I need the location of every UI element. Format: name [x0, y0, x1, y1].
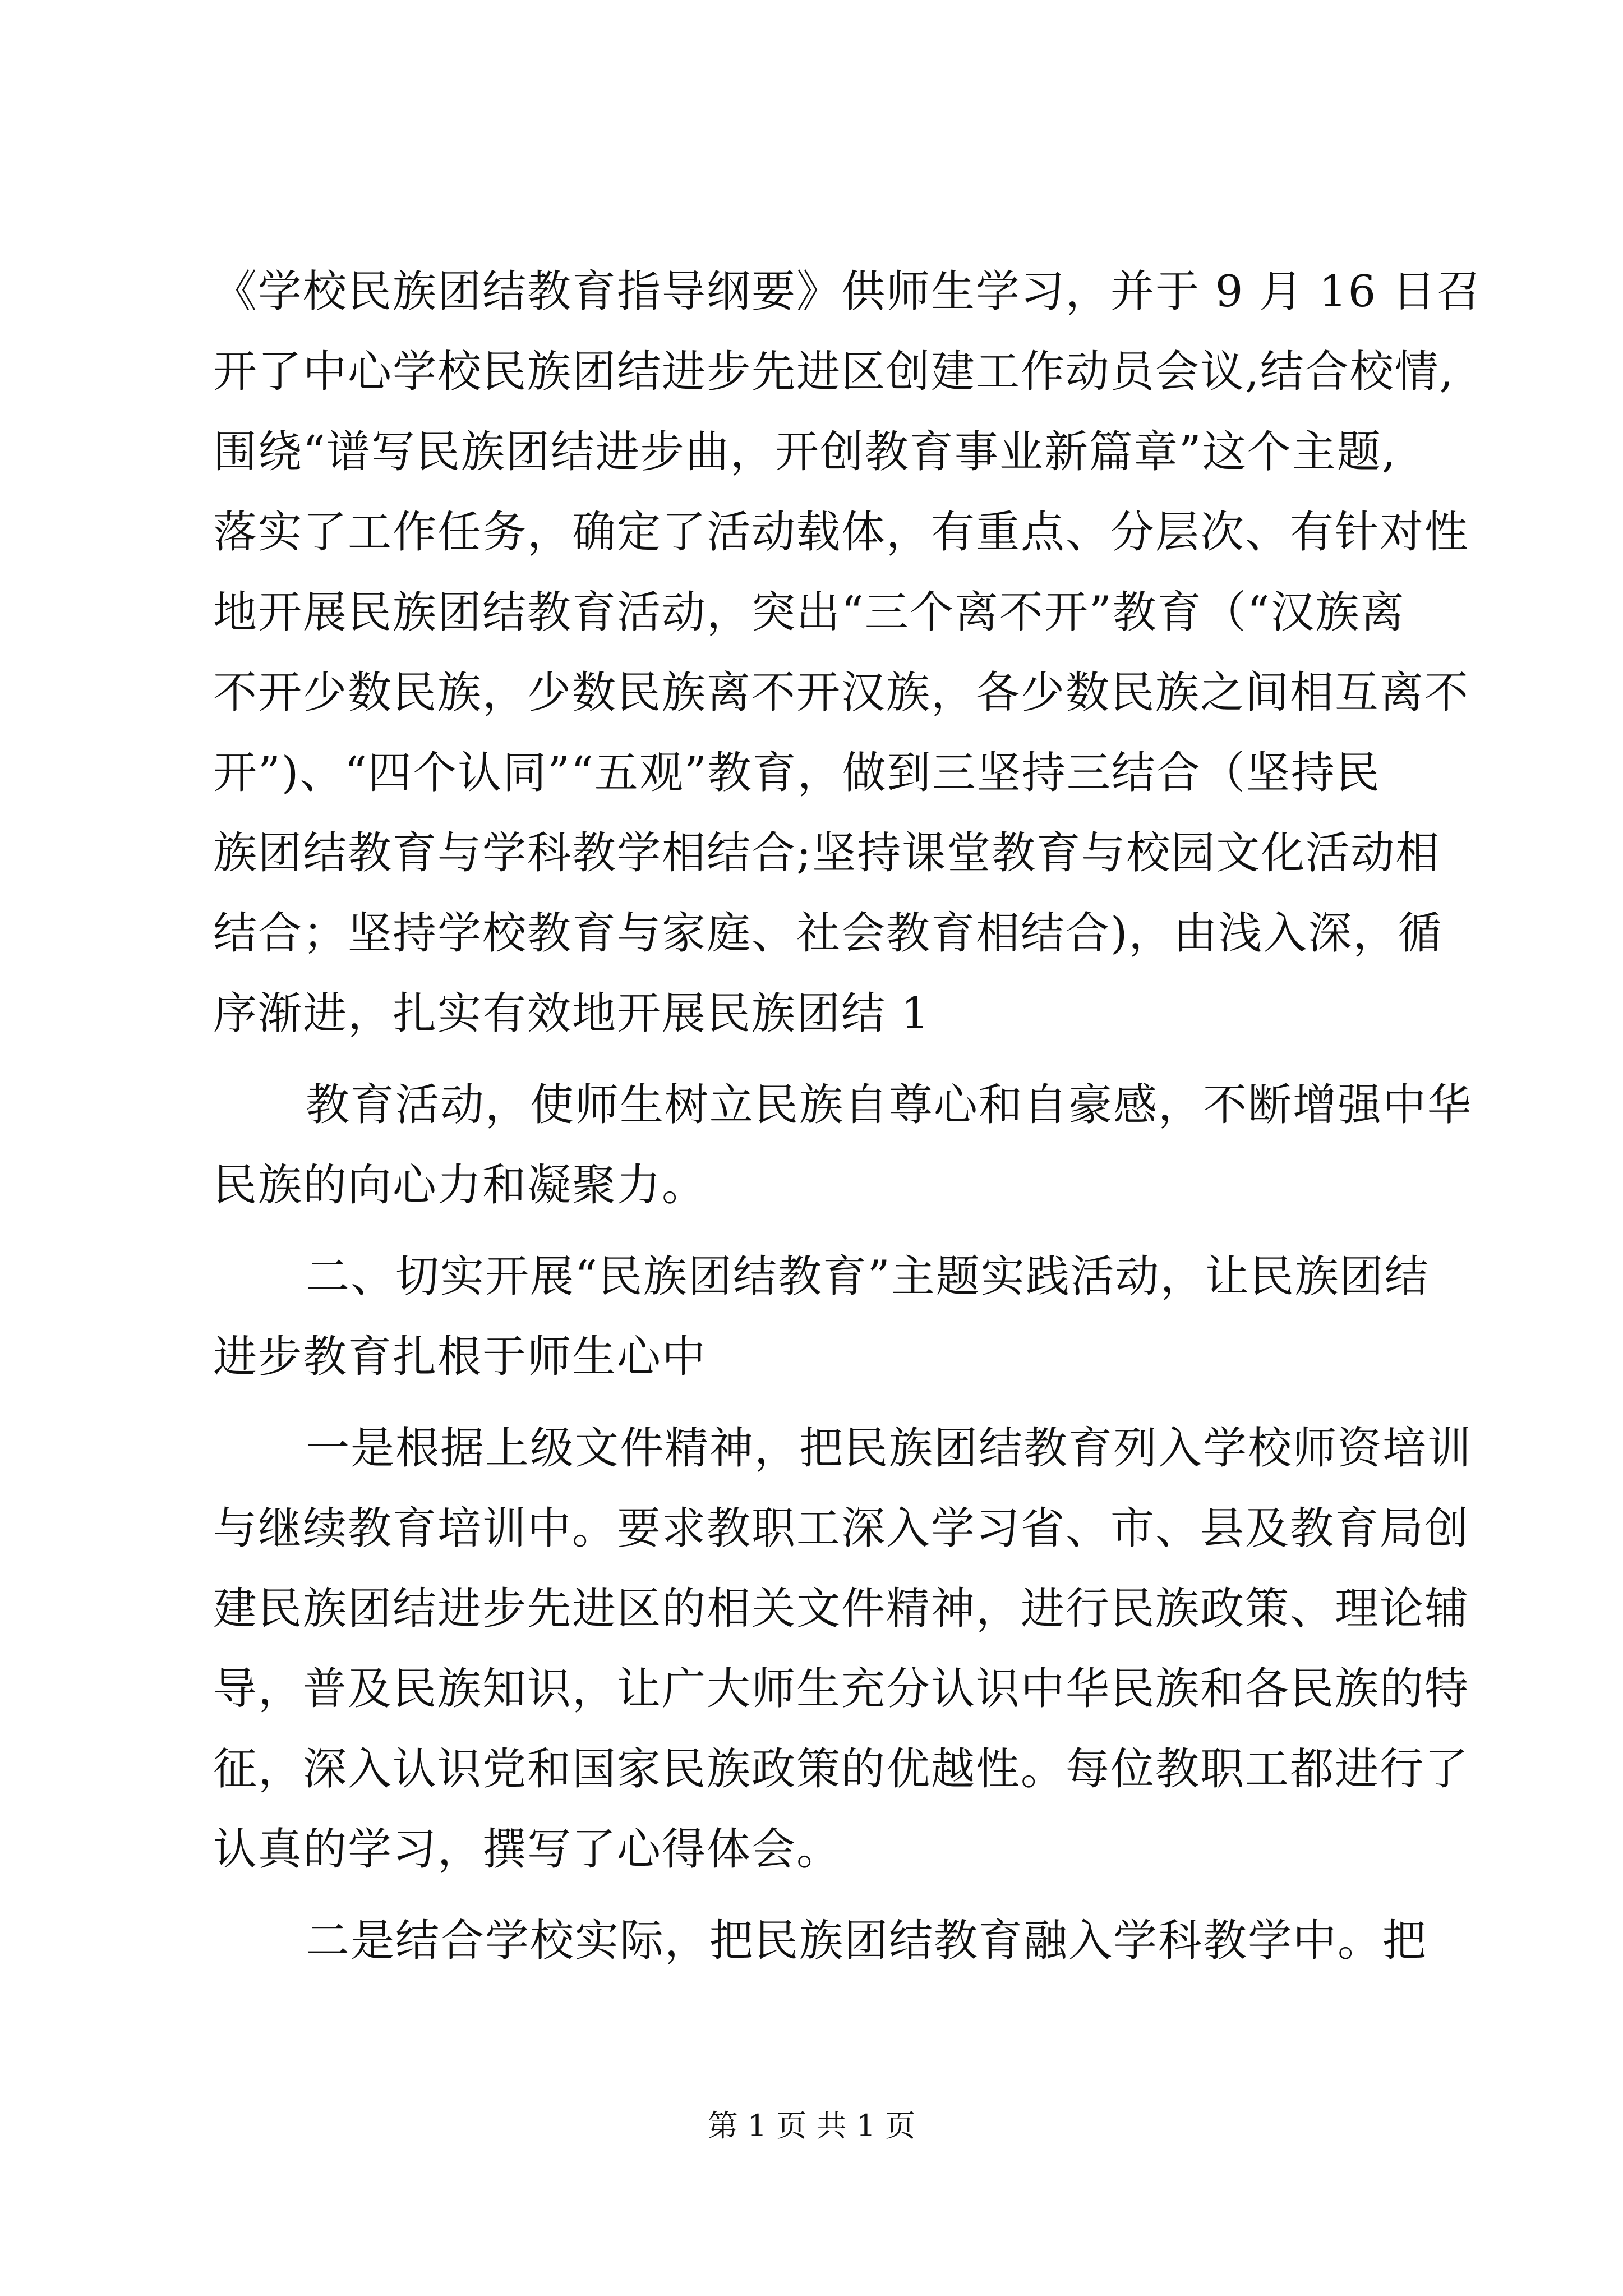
paragraph-start-line: 一是根据上级文件精神，把民族团结教育列入学校师资培训 — [306, 1423, 1473, 1474]
text-line: 《学校民族团结教育指导纲要》供师生学习，并于 9 月 16 日召 — [213, 266, 1482, 317]
text-line: 族团结教育与学科教学相结合;坚持课堂教育与校园文化活动相 — [213, 828, 1441, 878]
text-line: 建民族团结进步先进区的相关文件精神，进行民族政策、理论辅 — [213, 1584, 1470, 1634]
section-heading-line: 二、切实开展“民族团结教育”主题实践活动，让民族团结 — [306, 1251, 1430, 1302]
paragraph-start-line: 教育活动，使师生树立民族自尊心和自豪感，不断增强中华 — [306, 1080, 1473, 1130]
text-line: 导，普及民族知识，让广大师生充分认识中华民族和各民族的特 — [213, 1664, 1470, 1714]
text-line: 落实了工作任务，确定了活动载体，有重点、分层次、有针对性 — [213, 507, 1470, 558]
section-heading-line: 进步教育扎根于师生心中 — [213, 1332, 707, 1382]
text-line: 征，深入认识党和国家民族政策的优越性。每位教职工都进行了 — [213, 1744, 1470, 1795]
text-line: 开”)、“四个认同”“五观”教育，做到三坚持三结合（坚持民 — [213, 748, 1381, 798]
text-line: 与继续教育培训中。要求教职工深入学习省、市、县及教育局创 — [213, 1503, 1470, 1554]
text-line: 认真的学习，撰写了心得体会。 — [213, 1824, 842, 1875]
text-line: 民族的向心力和凝聚力。 — [213, 1160, 707, 1211]
text-line: 序渐进，扎实有效地开展民族团结 1 — [213, 988, 930, 1039]
text-line: 围绕“谱写民族团结进步曲，开创教育事业新篇章”这个主题, — [213, 427, 1397, 477]
text-line: 地开展民族团结教育活动，突出“三个离不开”教育（“汉族离 — [213, 587, 1405, 638]
paragraph-start-line: 二是结合学校实际，把民族团结教育融入学科教学中。把 — [306, 1916, 1428, 1966]
text-line: 开了中心学校民族团结进步先进区创建工作动员会议,结合校情, — [213, 347, 1455, 397]
text-line: 不开少数民族，少数民族离不开汉族，各少数民族之间相互离不 — [213, 668, 1470, 718]
page-number-footer: 第 1 页 共 1 页 — [707, 2108, 916, 2143]
text-line: 结合；坚持学校教育与家庭、社会教育相结合)，由浅入深，循 — [213, 908, 1443, 959]
